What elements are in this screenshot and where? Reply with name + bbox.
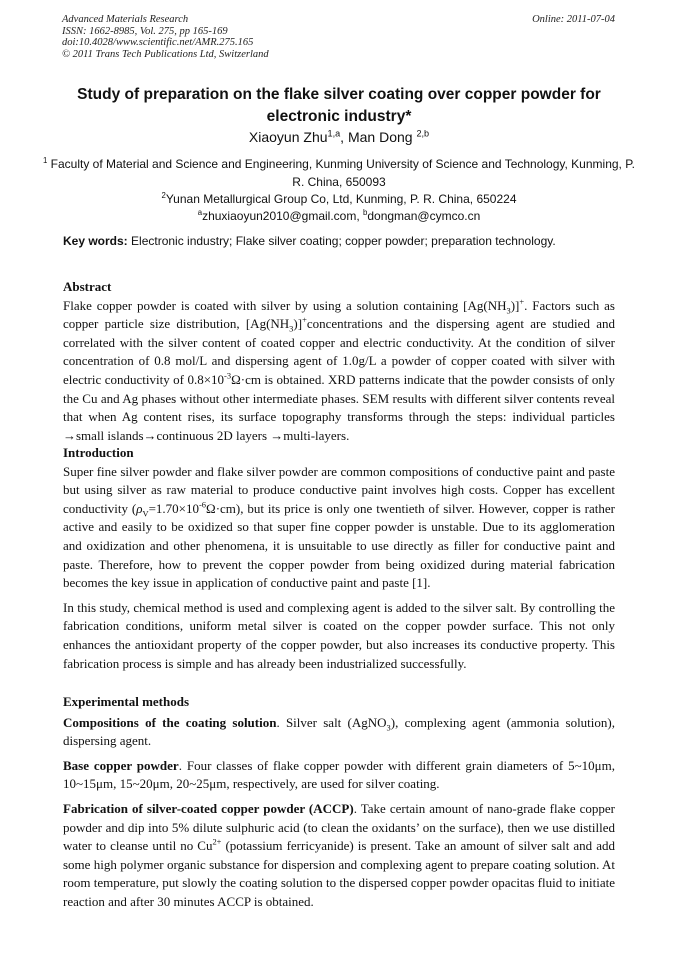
affiliation-text: Faculty of Material and Science and Engineering, Kunming University of Science and Technology, Kunming, P. R. China, 650093 bbox=[47, 157, 635, 189]
author-sup: 2,b bbox=[416, 128, 430, 139]
paragraph-lead: Compositions of the coating solution bbox=[63, 714, 277, 730]
keywords bbox=[63, 232, 615, 250]
keywords-label: Key words: bbox=[63, 234, 128, 248]
paper-title: Study of preparation on the flake silver coating over copper powder for electronic industry* bbox=[77, 86, 601, 125]
methods-heading: Experimental methods bbox=[63, 694, 190, 709]
text-run: Ω·cm is obtained. XRD patterns indicate that the powder consists of only the Cu and Ag phases without other intermediate phases. SEM results with different silver contents reveal that when Ag content rises, its surface topography transforms through the steps: individual particles →small islands→continuous 2D layers →multi-layers. bbox=[63, 371, 615, 443]
subscript: 3 bbox=[386, 722, 391, 733]
author-name: Man Dong bbox=[347, 129, 417, 145]
keywords-text: Electronic industry; Flake silver coating; copper powder; preparation technology. bbox=[127, 234, 556, 248]
introduction-heading: Introduction bbox=[63, 445, 134, 460]
text-run: . Factors such as copper particle size distribution, [Ag(NH bbox=[63, 297, 615, 332]
subscript: V bbox=[142, 508, 149, 519]
text-run: )] bbox=[293, 316, 303, 332]
text-run: ), complexing agent (ammonia solution), dispersing agent. bbox=[63, 714, 615, 749]
subscript: 3 bbox=[506, 305, 511, 316]
text-run: . Silver salt (AgNO bbox=[276, 714, 387, 730]
journal-name: Advanced Materials Research bbox=[62, 14, 189, 25]
methods-compositions bbox=[63, 714, 615, 751]
superscript: -3 bbox=[224, 370, 232, 381]
rho-symbol: ρ bbox=[136, 500, 143, 516]
methods-section bbox=[63, 693, 615, 912]
paragraph-lead: Base copper powder bbox=[63, 757, 179, 773]
superscript: -6 bbox=[199, 499, 207, 510]
paragraph-lead: Fabrication of silver-coated copper powder (ACCP) bbox=[63, 800, 354, 816]
affiliation-mark: 1 bbox=[42, 156, 48, 165]
text-run: =1.70×10 bbox=[148, 500, 199, 516]
doi-line: doi:10.4028/www.scientific.net/AMR.275.165 bbox=[62, 37, 254, 48]
email-mark: b bbox=[363, 208, 368, 217]
introduction-section bbox=[63, 444, 615, 673]
email-line bbox=[40, 207, 638, 225]
abstract-heading: Abstract bbox=[63, 279, 112, 294]
methods-fabrication bbox=[63, 800, 615, 912]
email-mark: a bbox=[197, 208, 203, 217]
text-run: . Four classes of flake copper powder with different grain diameters of 5~10μm, 10~15μm, 15~20μm, 20~25μm, respectively, are used for silver coating. bbox=[63, 757, 615, 792]
superscript: + bbox=[519, 296, 525, 307]
author-line bbox=[40, 128, 638, 146]
text-run: concentrations and the dispersing agent are studied and correlated with the silver content of coated copper and electric conductivity. At the condition of silver concentration of 0.8 mol/L and dispersing agent of 1.0g/L a powder of copper coated with silver with electric conductivity of 0.8×10 bbox=[63, 316, 615, 387]
superscript: + bbox=[302, 314, 307, 325]
copyright-line: © 2011 Trans Tech Publications Ltd, Switzerland bbox=[62, 48, 269, 60]
author-sup: 1,a bbox=[327, 128, 341, 139]
affiliation-1 bbox=[40, 155, 638, 191]
text-run: . Take certain amount of nano-grade flake copper powder and dip into 5% dilute sulphuric acid (to clean the oxidants’ on the surface), then we use distilled water to cleanse until no Cu bbox=[63, 800, 616, 854]
text-run: )] bbox=[510, 297, 520, 313]
abstract-section bbox=[63, 278, 615, 445]
affiliation-text: Yunan Metallurgical Group Co, Ltd, Kunming, P. R. China, 650224 bbox=[165, 192, 517, 206]
text-run: Ω·cm), but its price is only one twentieth of silver. However, copper is rather active and easily to be oxidized so that super fine copper powder is unstable. Due to its agglomeration and oxidization and other phenomena, it is unsuitable to use directly as filler for conductive paint and paste. Therefore, how to prevent the copper powder from being oxidized during material fabrication becomes the key issue in application of conductive paint and paste [1]. bbox=[63, 500, 615, 591]
online-date: Online: 2011-07-04 bbox=[532, 14, 615, 25]
superscript: 2+ bbox=[212, 836, 222, 847]
author-name: Xiaoyun Zhu bbox=[248, 129, 328, 145]
journal-header bbox=[62, 14, 442, 60]
issn-line: ISSN: 1662-8985, Vol. 275, pp 165-169 bbox=[62, 25, 228, 37]
email-text: zhuxiaoyun2010@gmail.com, bbox=[202, 209, 364, 223]
introduction-paragraph-1 bbox=[63, 463, 615, 593]
abstract-text bbox=[63, 297, 615, 446]
text-run: Super fine silver powder and flake silver powder are common compositions of conductive paint and paste but using silver as raw material to produce conductive paint involves high costs. Copper has excellent conductivity ( bbox=[63, 463, 615, 516]
text-run: (potassium ferricyanide) is present. Take an amount of silver salt and add some high polymer organic substance for dispersion and complexing agent to prepare coating solution. At room temperature, put slowly the coating solution to the dispersed copper powder opacitas fluid to initiate reaction and after 30 minutes ACCP is obtained. bbox=[63, 838, 615, 909]
email-text: dongman@cymco.cn bbox=[367, 209, 481, 223]
text-run: Flake copper powder is coated with silver by using a solution containing [Ag(NH bbox=[63, 297, 507, 313]
subscript: 3 bbox=[289, 323, 294, 334]
author-separator: , bbox=[340, 129, 348, 145]
affiliation-2 bbox=[40, 190, 638, 208]
methods-base-powder bbox=[63, 757, 615, 794]
introduction-paragraph-2: In this study, chemical method is used and complexing agent is added to the silver salt. By controlling the fabrication conditions, uniform metal silver is coated on the copper powder surface. This not only enhances the antioxidant property of the copper powder, but also increases its conductive property. This fabrication process is simple and has already been industrialized successfully. bbox=[63, 599, 615, 671]
affiliation-mark: 2 bbox=[161, 191, 166, 200]
